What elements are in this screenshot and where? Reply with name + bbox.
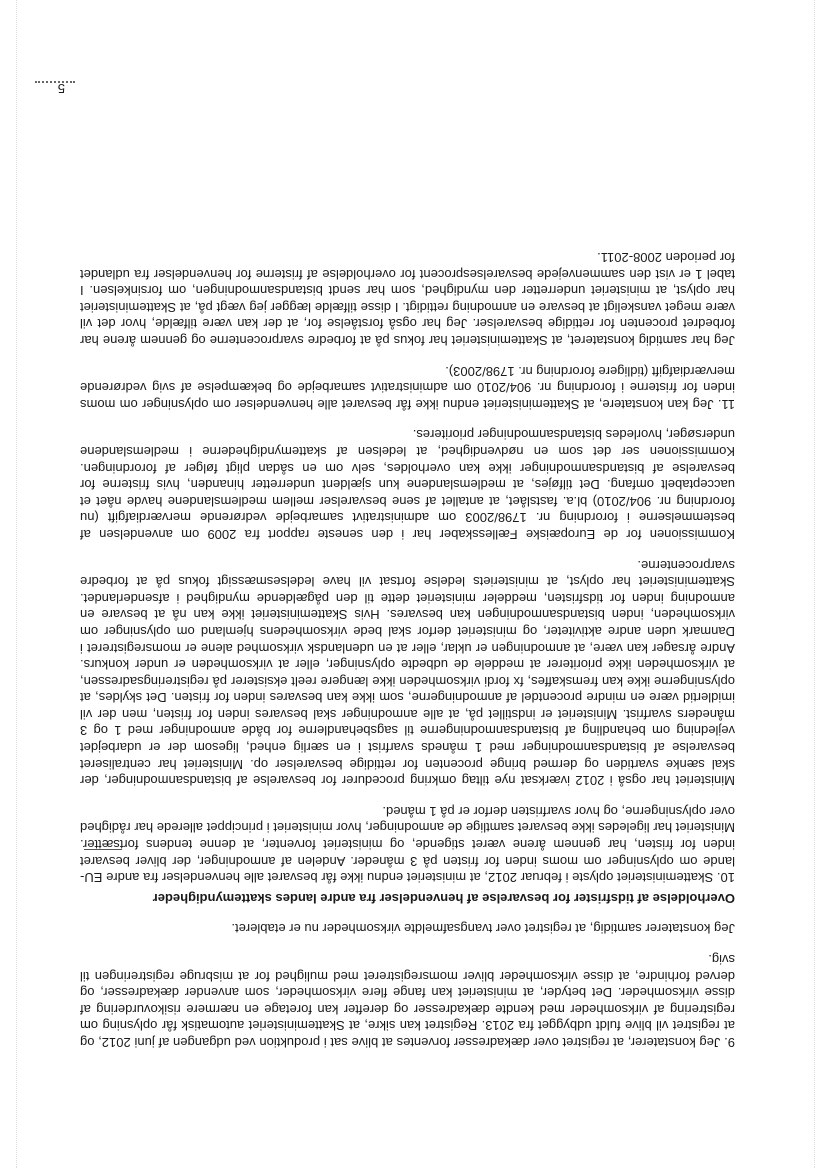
paragraph-9: 9. Jeg konstaterer, at registret over dækadresser forventes at blive sat i produktion ved udgangen af juni 2012, og at registret vil blive fuldt udbygget fra 2013. Registret kan sikre, at Skatteministeriet automatisk får oplysning om registrering af virksomheder med kendte dækadresser og derefter kan foretage en nærmere risikovurdering af disse virksomheder. Det betyder, at ministeriet kan fange flere virksomheder, som anvender dækadresser, og derved forhindre, at disse virksomheder bliver momsregistreret med mulighed for at misbruge registreringen til svig. — [80, 952, 735, 1050]
scan-edge-right — [15, 0, 17, 1168]
scan-mark-dotted — [35, 81, 75, 83]
paragraph-commission: Kommissionen for de Europæiske Fællesskaber har i den seneste rapport fra 2009 om anvendelsen af bestemmelserne i forordning nr. 1798/2003 om administrativt samarbejde vedrørende merværdiafgift (nu forordning nr. 904/2010) bl.a. fastslået, at antallet af sene besvarelser mellem medlemslandene havde nået et uacceptabelt omfang. Det tilføjes, at medlemslandene kun sjældent underretter hinanden, hvis fristerne for besvarelse af bistandsanmodninger ikke kan overholdes, selv om en sådan pligt følger af forordningen. Kommissionen ser det som en nødvendighed, at ledelsen af skattemyndighederne i medlemslandene undersøger, hvorledes bistandsanmodninger prioriteres. — [80, 427, 735, 542]
paragraph-register: Jeg konstaterer samtidig, at registret over tvangsafmeldte virksomheder nu er etableret. — [231, 921, 735, 937]
paragraph-conclusion: Jeg har samtidig konstateret, at Skatteministeriet har fokus på at forbedre svarprocenterne og gennem årene har forbedret procenten for rettidige besvarelser. Jeg har også forståelse for, at der kan være tilfælde, hvor det vil være meget vanskeligt at besvare en anmodning rettidigt. I disse tilfælde lægger jeg vægt på, at Skatteministeriet har oplyst, at ministeriet underretter den myndighed, som har sendt bistandsanmodningen, om forsinkelsen. I tabel 1 er vist den sammenvejede besvarelsesprocent for overholdelse af fristerne for henvendelser fra udlandet for perioden 2008-2011. — [80, 250, 735, 349]
paragraph-10: 10. Skatteministeriet oplyste i februar 2012, at ministeriet endnu ikke får besvaret alle henvendelser fra andre EU-lande om oplysninger om moms inden for fristen på 3 måneder. Andelen af anmodninger, der bliver besvaret inden for fristen, har gennem årene været stigende, og ministeriet forventer, at denne tendens fortsætter. Ministeriet har ligeledes ikke besvaret samtlige de anmodninger, hvor ministeriet i princippet allerede har rådighed over oplysningerne, og hvor svarfristen derfor er på 1 måned. — [80, 803, 735, 886]
paragraph-11: 11. Jeg kan konstatere, at Skatteministeriet endnu ikke får besvaret alle henvendelser om oplysninger om moms inden for fristerne i forordning nr. 904/2010 om administrativt samarbejde og bekæmpelse af svig vedrørende merværdiafgift (tidligere forordning nr. 1798/2003). — [80, 363, 735, 412]
section-heading: Overholdelse af tidsfrister for besvarelse af henvendelser fra andre landes skattemyndigheder — [152, 890, 735, 906]
page-number: 5 — [57, 81, 65, 96]
paragraph-ministry-measures: Ministeriet har også i 2012 iværksat nye tiltag omkring procedurer for besvarelse af bistandsanmodninger, der skal sænke svartiden og dermed bringe procenten for rettidige besvarelser op. Ministeriet har centraliseret besvarelse af bistandsanmodninger med 1 måneds svarfrist i en særlig enhed, ligesom der er udarbejdet vejledning om behandling af bistandsanmodningerne til sagsbehandlerne for både anmodninger med 1 og 3 måneders svarfrist. Ministeriet er indstillet på, at alle anmodninger skal besvares inden for fristen, men der vil imidlertid være en mindre procentdel af anmodningerne, som ikke kan besvares inden for fristen. Det skyldes, at oplysningerne ikke kan fremskaffes, fx fordi virksomheden ikke længere reelt eksisterer på registreringsadressen, at virksomheden ikke prioriterer at meddele de udbedte oplysninger, eller at virksomheden er under konkurs. Andre årsager kan være, at anmodningen er uklar, eller at en udenlandsk virksomhed alene er momsregistreret i Danmark uden andre aktiviteter, og ministeriet derfor skal bede virksomhedens hjemland om oplysninger om virksomheden, inden bistandsanmodningen kan besvares. Hvis Skatteministeriet ikke kan nå at besvare en anmodning inden for tidsfristen, meddeler ministeriet dette til den pågældende myndighed i afsenderlandet. Skatteministeriet har oplyst, at ministeriets ledelse fortsat vil have ledelsesmæssigt fokus på at forbedre svarprocenterne. — [80, 557, 735, 789]
document-body — [80, 234, 735, 1050]
scan-edge-left — [813, 0, 815, 1168]
